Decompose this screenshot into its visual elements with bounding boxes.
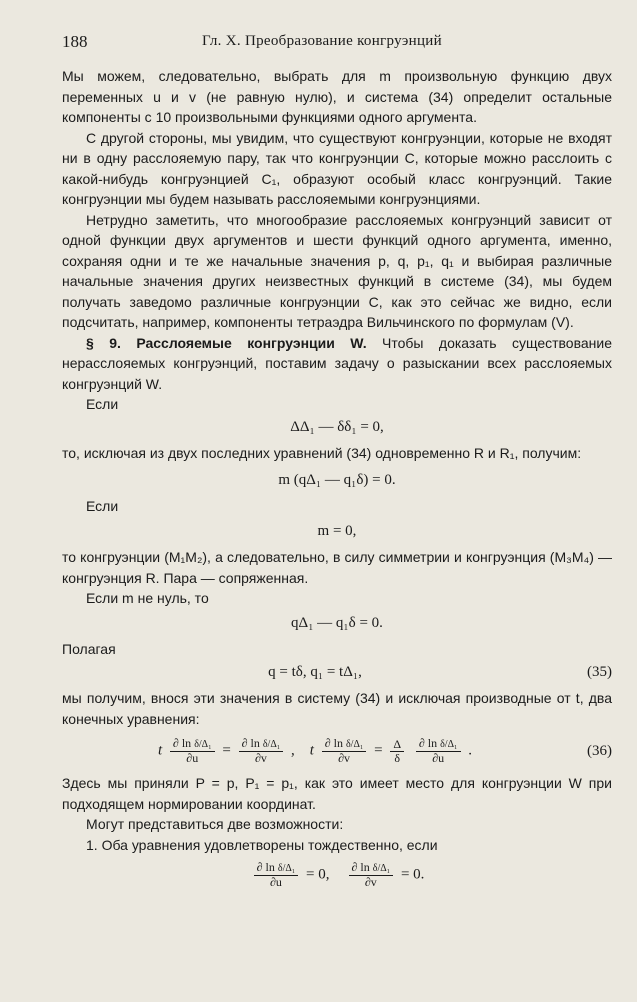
equation: m = 0, <box>317 522 357 539</box>
paragraph: то, исключая из двух последних уравнений (34) одновременно R и R₁, получим: <box>62 445 582 461</box>
paragraph: Если m не нуль, то <box>86 590 209 606</box>
equation-number: (36) <box>587 742 612 759</box>
section-title: § 9. Расслояемые конгруэнции W. <box>86 334 367 351</box>
page-number: 188 <box>62 32 88 51</box>
paragraph: Нетрудно заметить, что многообразие расслояемых конгруэнций зависит от одной функции двух аргументов и шести функций одного аргумента, именно, сохраняя одни и те же начальные значения p, q, p₁, q₁ и выбирая различные начальные значения других неизвестных функций в системе (34), мы будем получать заведомо различные конгруэнции C, как это сейчас же видно, если подсчитать, например, компоненты тетраэдра Вильчинского по формулам (V). <box>62 211 612 330</box>
equation: q = tδ, q₁ = tΔ₁, <box>268 663 362 680</box>
equation: ΔΔ₁ — δδ₁ = 0, <box>290 418 384 435</box>
equation: t $\frac{\text{∂ ln δ/Δ₁}}{\partial u}$ = $\frac{\text{∂ ln δ/Δ₁}}{\partial v}$ , t $\frac{\text{∂ ln δ/Δ₁}}{\partial v}$ = $\frac{\Delta}{\delta}$ $\frac{\text{∂ ln δ/Δ₁}}{\partial u}$ . <box>158 736 472 765</box>
running-title: Гл. X. Преобразование конгруэнций <box>202 33 442 49</box>
equation-37 <box>62 861 612 889</box>
paragraph: Если <box>86 396 119 412</box>
paragraph: то конгруэнции (M₁M₂), а следовательно, в силу симметрии и конгруэнция (M₃M₄) — конгруэнция R. Пара — сопряженная. <box>62 549 612 586</box>
paragraph: 1. Оба уравнения удовлетворены тождественно, если <box>86 836 438 853</box>
section-text: Чтобы доказать существование нерасслояемых конгруэнций, поставим задачу о разыскании всех расслояемых конгруэнций W. <box>62 334 612 392</box>
paragraph: Полагая <box>62 641 116 657</box>
paragraph: С другой стороны, мы увидим, что существуют конгруэнции, которые не входят ни в одну расслояемую пару, так что конгруэнции C, которые можно расслоить с какой-нибудь конгруэнцией C₁, образуют особый класс конгруэнций. Такие конгруэнции мы будем называть расслояемыми конгруэнциями. <box>62 129 612 207</box>
equation-number: (35) <box>587 663 612 680</box>
equation-35 <box>62 662 612 683</box>
paragraph: мы получим, внося эти значения в систему (34) и исключая производные от t, два конечных уравнения: <box>62 690 612 727</box>
equation: $\frac{\text{∂ ln δ/Δ₁}}{\partial u}$ = 0, $\frac{\text{∂ ln δ/Δ₁}}{\partial v}$ = 0. <box>62 861 612 889</box>
body-text <box>62 66 612 889</box>
page-header <box>62 32 597 54</box>
section-paragraph <box>62 333 612 395</box>
paragraph: Мы можем, следовательно, выбрать для m произвольную функцию двух переменных u и v (не равную нулю), и система (34) определит остальные компоненты с 10 произвольными функциями одного аргумента. <box>62 68 612 125</box>
paragraph: Могут представиться две возможности: <box>86 816 344 832</box>
paragraph: Здесь мы приняли P = p, P₁ = p₁, как это имеет место для конгруэнции W при подходящем нормировании координат. <box>62 775 612 812</box>
equation: qΔ₁ — q₁δ = 0. <box>291 614 383 631</box>
equation: m (qΔ₁ — q₁δ) = 0. <box>278 471 396 488</box>
paragraph: Если <box>86 498 119 514</box>
equation-36 <box>62 737 612 765</box>
